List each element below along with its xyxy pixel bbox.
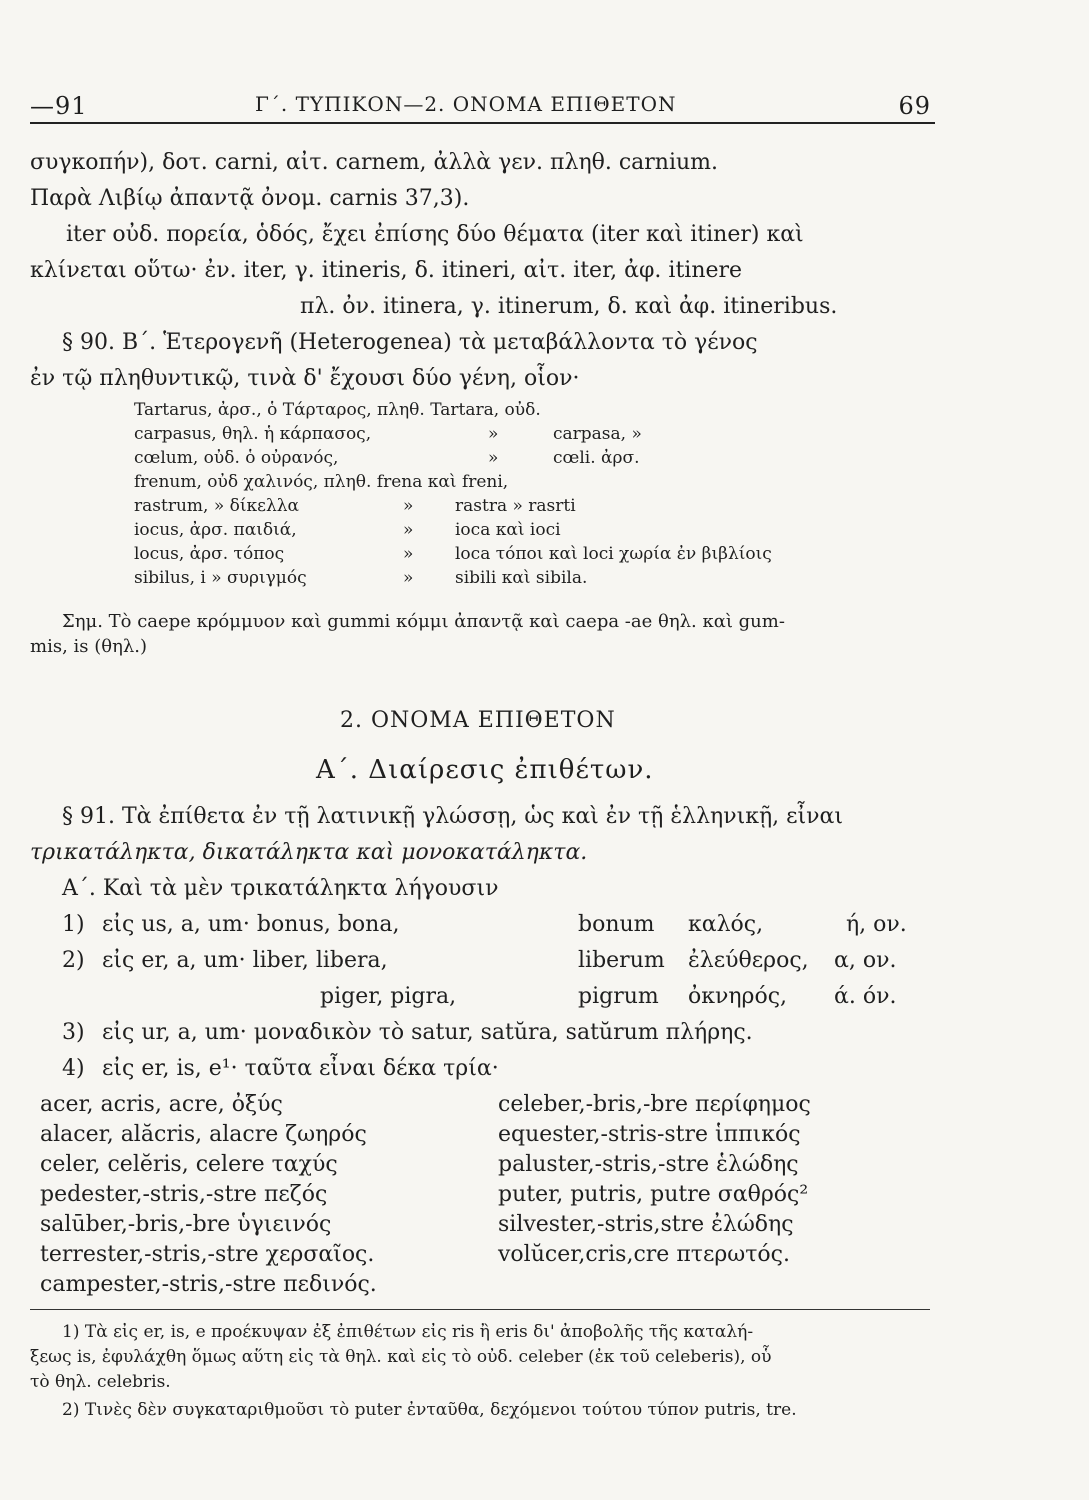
ending-neuter: liberum	[578, 948, 665, 973]
table-ditto: »	[403, 544, 414, 564]
footnote-1-cont: ξεως is, ἐφυλάχθη ὅμως αὕτη εἰς τὰ θηλ. καὶ εἰς τὸ οὐδ. celeber (ἐκ τοῦ celeberis), οὗ	[30, 1347, 772, 1367]
table-row-right: ioca καὶ ioci	[455, 520, 561, 540]
header-title: Γ΄. ΤΥΠΙΚΟΝ—2. ΟΝΟΜΑ ΕΠΙΘΕΤΟΝ	[255, 92, 677, 116]
ending-forms: α, ον.	[834, 948, 897, 973]
footnote-divider	[30, 1309, 930, 1310]
adjective-entry: silvester,-stris,stre ἐλώδης	[498, 1212, 794, 1237]
table-row-left: rastrum, » δίκελλα	[134, 496, 299, 516]
table-row-left: locus, ἀρσ. τόπος	[134, 544, 285, 564]
adjective-entry: campester,-stris,-stre πεδινός.	[40, 1272, 377, 1297]
table-row-right: sibili καὶ sibila.	[455, 568, 588, 588]
footnote-1: 1) Τὰ εἰς er, is, e προέκυψαν ἐξ ἐπιθέτων εἰς ris ἢ eris δι' ἀποβολῆς τῆς καταλή-	[62, 1322, 754, 1342]
table-row-left: iocus, ἀρσ. παιδιά,	[134, 520, 297, 540]
text-line: ἐν τῷ πληθυντικῷ, τινὰ δ' ἔχουσι δύο γένη, οἷον·	[30, 366, 580, 391]
ending-text: piger, pigra,	[320, 984, 457, 1009]
table-row-right: rastra » rasrti	[455, 496, 576, 516]
footnote-1-cont: τὸ θηλ. celebris.	[30, 1372, 171, 1392]
page-number: 69	[898, 92, 931, 120]
adjective-entry: celeber,-bris,-bre περίφημος	[498, 1092, 811, 1117]
adjective-entry: pedester,-stris,-stre πεζός	[40, 1182, 328, 1207]
ending-text: εἰς ur, a, um· μοναδικὸν τὸ satur, satŭra, satŭrum πλήρης.	[102, 1020, 753, 1045]
ending-neuter: bonum	[578, 912, 655, 937]
table-row-left: sibilus, i » συριγμός	[134, 568, 307, 588]
table-ditto: »	[488, 448, 499, 468]
text-line: Παρὰ Λιβίῳ ἀπαντᾷ ὀνομ. carnis 37,3).	[30, 186, 470, 211]
adjective-entry: alacer, alăcris, alacre ζωηρός	[40, 1122, 367, 1147]
section-title: 2. ΟΝΟΜΑ ΕΠΙΘΕΤΟΝ	[340, 708, 616, 733]
adjective-entry: volŭcer,cris,cre πτερωτός.	[498, 1242, 790, 1267]
running-header	[30, 92, 935, 124]
text-line: iter οὐδ. πορεία, ὁδός, ἔχει ἐπίσης δύο θέματα (iter καὶ itiner) καὶ	[66, 222, 804, 247]
ending-text: εἰς us, a, um· bonus, bona,	[102, 912, 400, 937]
table-row-left: carpasus, θηλ. ἡ κάρπασος,	[134, 424, 372, 444]
ending-forms: ά. όν.	[834, 984, 897, 1009]
adjective-entry: acer, acris, acre, ὀξύς	[40, 1092, 283, 1117]
table-row: Tartarus, ἀρσ., ὁ Τάρταρος, πληθ. Tartara, οὐδ.	[134, 400, 541, 420]
adjective-entry: equester,-stris-stre ἱππικός	[498, 1122, 801, 1147]
header-section-number: —91	[30, 92, 88, 120]
ending-neuter: pigrum	[578, 984, 659, 1009]
section-91-line: § 91. Τὰ ἐπίθετα ἐν τῇ λατινικῇ γλώσσῃ, ὡς καὶ ἐν τῇ ἑλληνικῇ, εἶναι	[62, 804, 843, 829]
footnote-2: 2) Τινὲς δὲν συγκαταριθμοῦσι τὸ puter ἐνταῦθα, δεχόμενοι τούτου τύπον putris, tre.	[62, 1400, 797, 1420]
table-row: frenum, οὐδ χαλινός, πληθ. frena καὶ freni,	[134, 472, 509, 492]
ending-gloss: καλός,	[688, 912, 764, 937]
table-ditto: »	[403, 568, 414, 588]
adjective-entry: terrester,-stris,-stre χερσαῖος.	[40, 1242, 375, 1267]
table-row-left: cœlum, οὐδ. ὁ οὐρανός,	[134, 448, 339, 468]
table-ditto: »	[403, 520, 414, 540]
text-line: Α΄. Καὶ τὰ μὲν τρικατάληκτα λήγουσιν	[62, 876, 499, 901]
text-line: πλ. ὀν. itinera, γ. itinerum, δ. καὶ ἀφ. itineribus.	[300, 294, 838, 319]
ending-forms: ή, ον.	[846, 912, 907, 937]
adjective-entry: celer, celĕris, celere ταχύς	[40, 1152, 338, 1177]
adjective-entry: salūber,-bris,-bre ὑγιεινός	[40, 1212, 332, 1237]
text-line: συγκοπήν), δοτ. carni, αἰτ. carnem, ἀλλὰ γεν. πληθ. carnium.	[30, 150, 719, 175]
table-ditto: »	[488, 424, 499, 444]
ending-number: 3)	[62, 1020, 85, 1045]
text-line: κλίνεται οὕτω· ἐν. iter, γ. itineris, δ. itineri, αἰτ. iter, ἀφ. itinere	[30, 258, 743, 283]
section-90-line: § 90. Β΄. Ἑτερογενῆ (Heterogenea) τὰ μεταβάλλοντα τὸ γένος	[62, 330, 758, 355]
adjective-entry: puter, putris, putre σαθρός²	[498, 1182, 809, 1207]
ending-number: 1)	[62, 912, 85, 937]
table-row-right: loca τόποι καὶ loci χωρία ἐν βιβλίοις	[455, 544, 772, 564]
ending-text: εἰς er, a, um· liber, libera,	[102, 948, 388, 973]
note-line: mis, is (θηλ.)	[30, 636, 148, 657]
ending-gloss: ἐλεύθερος,	[688, 948, 809, 973]
adjective-entry: paluster,-stris,-stre ἑλώδης	[498, 1152, 799, 1177]
table-row-right: cœli. ἀρσ.	[553, 448, 640, 468]
section-subtitle: Α΄. Διαίρεσις ἐπιθέτων.	[316, 755, 654, 785]
note-line: Σημ. Τὸ caepe κρόμμυον καὶ gummi κόμμι ἀπαντᾷ καὶ caepa -ae θηλ. καὶ gum-	[62, 611, 785, 632]
ending-text: εἰς er, is, e¹· ταῦτα εἶναι δέκα τρία·	[102, 1056, 499, 1081]
ending-gloss: ὀκνηρός,	[688, 984, 788, 1009]
table-ditto: »	[403, 496, 414, 516]
ending-number: 2)	[62, 948, 85, 973]
text-line: τρικατάληκτα, δικατάληκτα καὶ μονοκατάληκτα.	[30, 840, 588, 865]
table-row-right: carpasa, »	[553, 424, 642, 444]
ending-number: 4)	[62, 1056, 85, 1081]
